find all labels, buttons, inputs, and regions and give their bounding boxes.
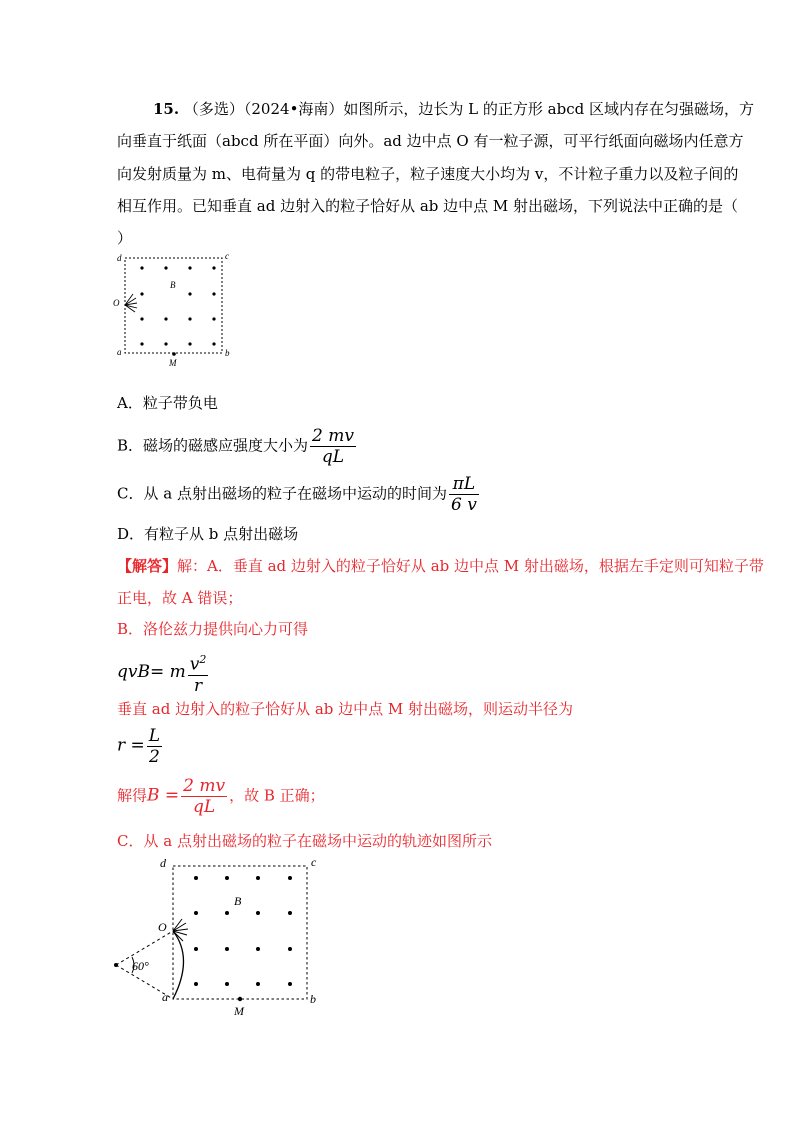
- option-d: D．有粒子从 b 点射出磁场: [117, 525, 299, 543]
- question-line-4: 相互作用。已知垂直 ad 边射入的粒子恰好从 ab 边中点 M 射出磁场，下列说法中正确的是（: [117, 197, 739, 215]
- option-c-fraction: $\frac{\pi L}{6 v}$: [450, 474, 477, 515]
- question-number: 15.: [153, 100, 180, 118]
- label-M: M: [169, 358, 177, 368]
- answer-line-1: 【解答】解：A．垂直 ad 边射入的粒子恰好从 ab 边中点 M 射出磁场，根据左手定则可知粒子带: [117, 557, 764, 575]
- label-c: c: [225, 251, 229, 261]
- figure-2: [110, 853, 330, 1018]
- field-dots: [140, 266, 215, 355]
- option-b: B．磁场的磁感应强度大小为 $\frac{2 mv}{qL}$: [117, 426, 354, 467]
- source-arrows: [125, 294, 137, 312]
- label-d: d: [117, 253, 122, 263]
- question-line-5: ）: [117, 229, 133, 247]
- label-B: B: [234, 894, 242, 908]
- answer-line-5: C．从 a 点射出磁场的粒子在磁场中运动的轨迹如图所示: [117, 832, 492, 850]
- equation-lorentz: qvB= m $\frac{v^2}{r}$: [117, 650, 210, 696]
- label-a: a: [117, 347, 122, 357]
- question-line-1: 15. （多选）（2024•海南）如图所示，边长为 L 的正方形 abcd 区域内存在匀强磁场，方: [153, 100, 754, 118]
- trajectory-arc: [173, 931, 184, 999]
- label-c: c: [311, 855, 317, 869]
- question-line-2: 向垂直于纸面（abcd 所在平面）向外。ad 边中点 O 有一粒子源，可平行纸面向磁场内任意方: [117, 132, 744, 150]
- option-c: C．从 a 点射出磁场的粒子在磁场中运动的时间为 $\frac{\pi L}{6 v}$: [117, 474, 477, 515]
- point-M: [238, 997, 242, 1001]
- label-B: B: [170, 280, 176, 290]
- label-O: O: [113, 298, 120, 308]
- answer-solve-line: 解得B = $\frac{2 mv}{qL}$ ，故 B 正确；: [117, 776, 325, 817]
- answer-line-2: 正电，故 A 错误；: [117, 589, 243, 607]
- label-M: M: [234, 1004, 244, 1018]
- question-line-3: 向发射质量为 m、电荷量为 q 的带电粒子，粒子速度大小均为 v，不计粒子重力以及粒子间的: [117, 165, 739, 183]
- answer-line-3: B．洛伦兹力提供向心力可得: [117, 620, 309, 638]
- label-d: d: [160, 856, 166, 870]
- label-b: b: [310, 992, 316, 1006]
- field-dots: [114, 876, 292, 1001]
- answer-tag: 【解答】: [117, 557, 178, 575]
- figure-1: [110, 248, 240, 370]
- answer-line-4: 垂直 ad 边射入的粒子恰好从 ab 边中点 M 射出磁场，则运动半径为: [117, 700, 574, 718]
- square-region: [125, 258, 222, 353]
- point-M: [172, 352, 176, 356]
- square-region: [173, 866, 307, 999]
- label-b: b: [225, 348, 230, 358]
- option-a: A．粒子带负电: [117, 394, 218, 412]
- label-a: a: [162, 990, 168, 1004]
- label-angle: 60°: [132, 959, 149, 973]
- option-b-fraction: $\frac{2 mv}{qL}$: [312, 426, 354, 467]
- equation-radius: r = $\frac{L}{2}$: [117, 726, 161, 767]
- label-O: O: [158, 920, 167, 934]
- source-arrows: [173, 919, 188, 941]
